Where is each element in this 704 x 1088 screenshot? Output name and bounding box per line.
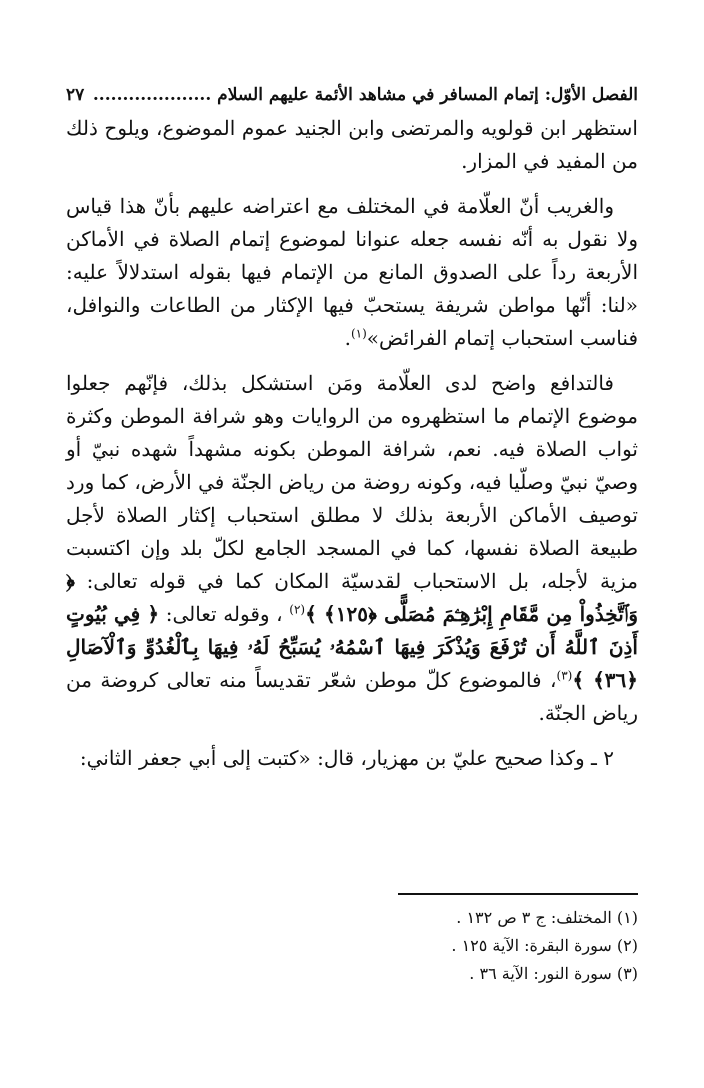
quran-verse-baqara: ﴿ وَٱتَّخِذُواْ مِن مَّقَامِ إِبْرَٰهِـۧمَ مُصَلًّى ﴿١٢٥﴾ ﴾ (66, 569, 639, 626)
quran-verse-nur: ﴿ فِي بُيُوتٍ أَذِنَ ٱللَّهُ أَن تُرْفَعَ وَيُذْكَرَ فِيهَا ٱسْمُهُۥ يُسَبِّحُ لَهُۥ فِيهَا بِٱلْغُدُوِّ وَٱلْآصَالِ ﴿٣٦﴾ ﴾ (66, 602, 638, 692)
footnote-ref-1: (١) (350, 326, 367, 341)
paragraph-3-part-a: فالتدافع واضح لدى العلّامة‏ ومَن استشكل بذلك، فإنّهم جعلوا موضوع الإتمام ما استظهروه من الروايات وهو شرافة الموطن وكثرة ثواب الصلاة فيه. نعم، شرافة الموطن بكونه مشهداً شهده نبيّ أو وصيّ نبيّ وصلّيا فيه، وكونه روضة من رياض الجنّة في الأرض، كما ورد توصيف الأماكن الأربعة بذلك لا مطلق استحباب إكثار الصلاة لأجل طبيعة الصلاة نفسها، كما في المسجد الجامع لكلّ بلد وإن اكتسبت مزية لأجله، بل الاستحباب لقدسيّة المكان كما في قوله تعالى: (66, 371, 638, 593)
paragraph-2-text: والغريب أنّ العلّامة في المختلف مع اعتراضه عليهم بأنّ هذا قياس ولا نقول به أنّه نفسه‏‏ جعله عنوانا لموضوع إتمام الصلاة في الأماكن الأربعة رداً على الصدوق المانع من الإتمام فيها بقوله استدلالاً عليه: «لنا: أنّها مواطن شريفة يستحبّ فيها الإكثار من الطاعات والنوافل، فناسب استحباب إتمام الفرائض» (66, 194, 638, 350)
document-page (66, 80, 638, 787)
body-text (66, 112, 638, 775)
paragraph-3 (66, 367, 638, 730)
paragraph-3-part-c: ، فالموضوع كلّ موطن شعّر تقديساً منه تعالى كروضة من رياض الجنّة. (66, 668, 638, 725)
running-header (66, 80, 638, 112)
paragraph-4: ٢ ـ وكذا صحيح عليّ بن مهزيار، قال: «كتبت إلى أبي جعفر الثاني‏: (79, 746, 614, 770)
footnote-ref-2: (٢) (289, 602, 306, 617)
footnote-2: (٢) سورة البقرة: الآية ١٢٥ . (451, 936, 638, 955)
footnote-1: (١) المختلف: ج ٣ ص ١٣٢ . (456, 908, 638, 927)
paragraph-1: استظهر ابن قولويه والمرتضى وابن الجنيد عموم الموضوع، ويلوح ذلك من المفيد في المزار. (66, 116, 638, 173)
paragraph-2-end: . (344, 326, 351, 350)
paragraph-3-part-b: ، وقوله تعالى: (159, 602, 290, 626)
paragraph-2 (66, 190, 638, 355)
footnote-3: (٣) سورة النور: الآية ٣٦ . (469, 964, 638, 983)
footnote-ref-3: (٣) (556, 668, 573, 683)
footnote-divider (398, 893, 638, 895)
footnotes (66, 904, 638, 988)
chapter-title: الفصل الأوّل: إتمام المسافر في مشاهد الأئمة عليهم السلام .................... (92, 85, 638, 105)
page-number: ٢٧ (66, 85, 85, 105)
